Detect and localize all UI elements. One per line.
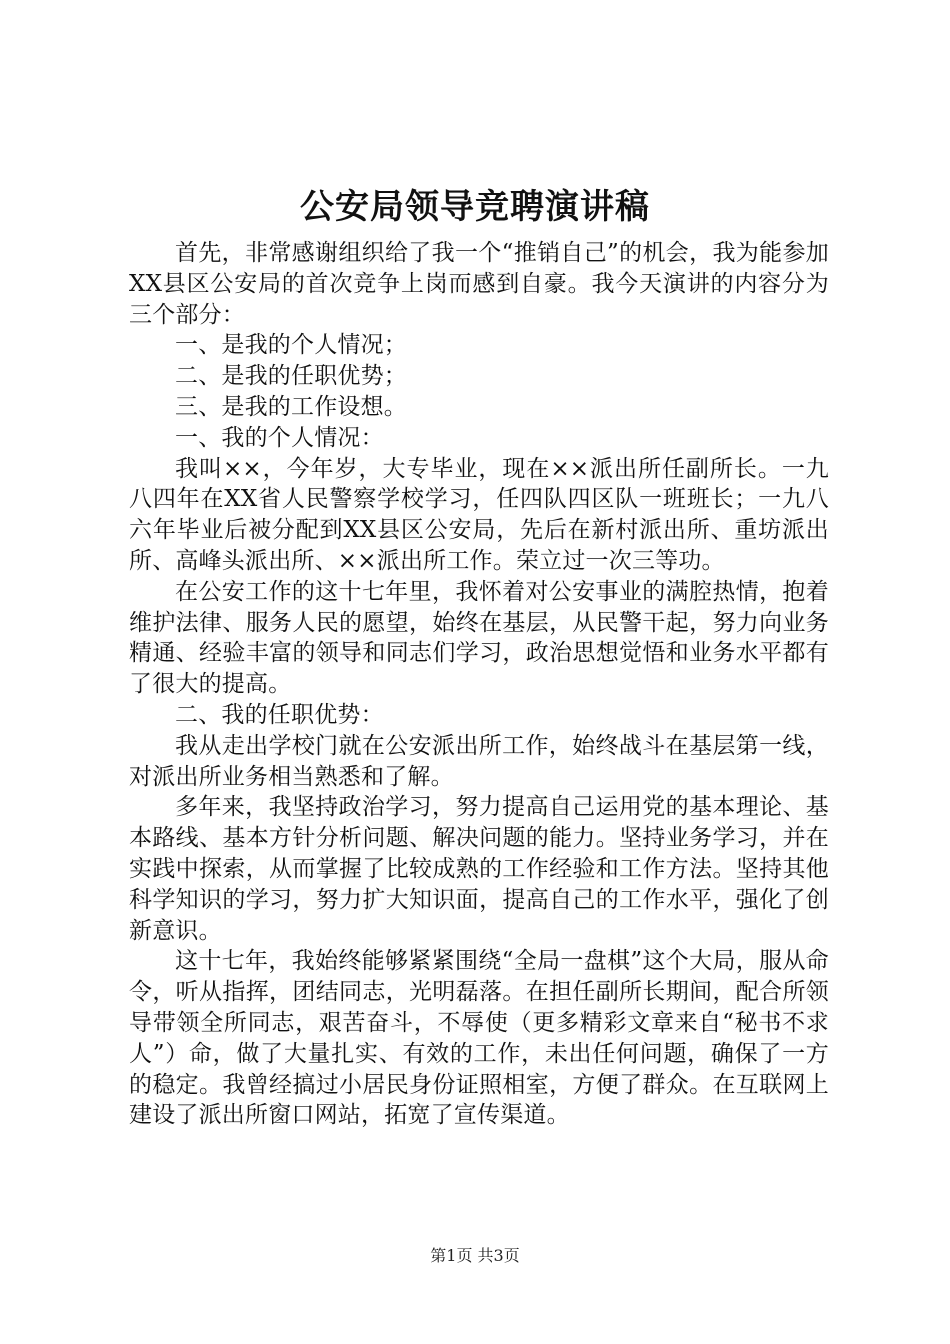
paragraph: 我叫××，今年岁，大专毕业，现在××派出所任副所长。一九八四年在XX省人民警察学校学习，任四队四区队一班班长；一九八六年毕业后被分配到XX县区公安局，先后在新村派出所、重坊派出所、高峰头派出所、××派出所工作。荣立过一次三等功。 (129, 455, 829, 574)
paragraph: 二、是我的任职优势； (175, 363, 407, 390)
paragraph: 我从走出学校门就在公安派出所工作，始终战斗在基层第一线，对派出所业务相当熟悉和了解。 (129, 732, 829, 790)
paragraph: 在公安工作的这十七年里，我怀着对公安事业的满腔热情，抱着维护法律、服务人民的愿望，始终在基层，从民警干起，努力向业务精通、经验丰富的领导和同志们学习，政治思想觉悟和业务水平都有了很大的提高。 (129, 578, 829, 698)
paragraph: 首先，非常感谢组织给了我一个“推销自己”的机会，我为能参加XX县区公安局的首次竞争上岗而感到自豪。我今天演讲的内容分为三个部分： (129, 240, 829, 328)
paragraph: 多年来，我坚持政治学习，努力提高自己运用党的基本理论、基本路线、基本方针分析问题、解决问题的能力。坚持业务学习，并在实践中探索，从而掌握了比较成熟的工作经验和工作方法。坚持其他科学知识的学习，努力扩大知识面，提高自己的工作水平，强化了创新意识。 (129, 794, 829, 944)
section-heading: 一、我的个人情况： (175, 424, 384, 451)
paragraph: 一、是我的个人情况； (175, 332, 407, 359)
section-heading: 二、我的任职优势： (175, 701, 384, 728)
paragraph: 这十七年，我始终能够紧紧围绕“全局一盘棋”这个大局，服从命令，听从指挥，团结同志，光明磊落。在担任副所长期间，配合所领导带领全所同志，艰苦奋斗，不辱使（更多精彩文章来自“秘书不求人”）命，做了大量扎实、有效的工作，未出任何问题，确保了一方的稳定。我曾经搞过小居民身份证照相室，方便了群众。在互联网上建设了派出所窗口网站，拓宽了宣传渠道。 (129, 948, 829, 1129)
document-title: 公安局领导竞聘演讲稿 (300, 187, 650, 227)
page-footer: 第1页 共3页 (430, 1246, 520, 1265)
paragraph: 三、是我的工作设想。 (175, 393, 407, 420)
document-body (129, 238, 829, 1131)
